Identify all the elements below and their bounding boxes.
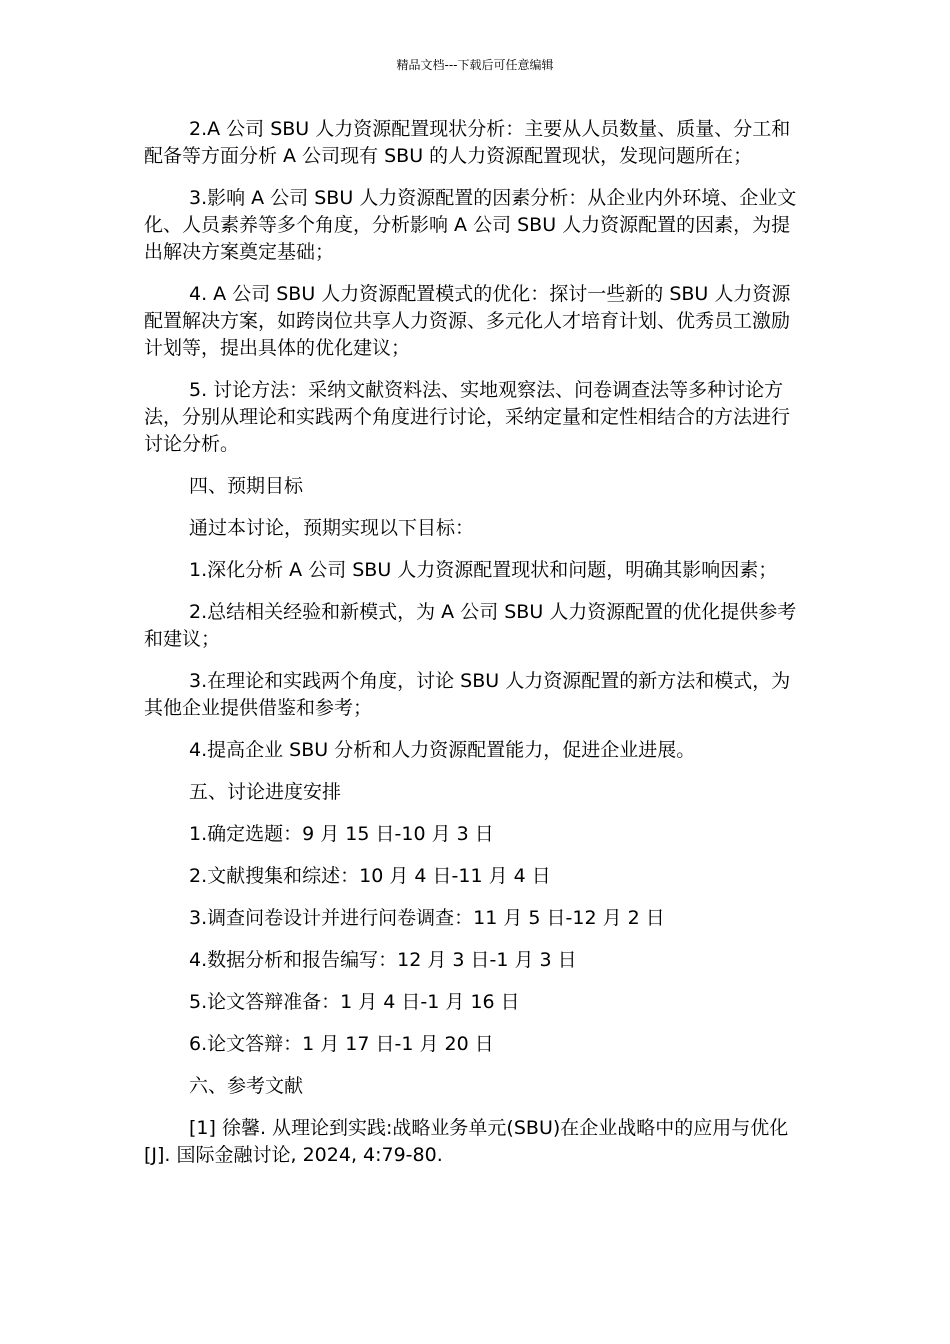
section-heading-schedule: 五、讨论进度安排 xyxy=(189,781,342,803)
goal-item-4: 4.提高企业 SBU 分析和人力资源配置能力，促进企业进展。 xyxy=(189,739,696,761)
paragraph-analysis-status: 2.A 公司 SBU 人力资源配置现状分析：主要从人员数量、质量、分工和配备等方面分析 A 公司现有 SBU 的人力资源配置现状，发现问题所在； xyxy=(144,118,791,167)
schedule-item-5: 5.论文答辩准备：1 月 4 日-1 月 16 日 xyxy=(189,991,520,1013)
schedule-item-3: 3.调查问卷设计并进行问卷调查：11 月 5 日-12 月 2 日 xyxy=(189,907,665,929)
page-header: 精品文档---下载后可任意编辑 xyxy=(396,58,554,72)
schedule-item-6: 6.论文答辩：1 月 17 日-1 月 20 日 xyxy=(189,1033,494,1055)
goal-item-1: 1.深化分析 A 公司 SBU 人力资源配置现状和问题，明确其影响因素； xyxy=(189,559,778,581)
paragraph-analysis-factors: 3.影响 A 公司 SBU 人力资源配置的因素分析：从企业内外环境、企业文化、人员素养等多个角度，分析影响 A 公司 SBU 人力资源配置的因素，为提出解决方案奠定基础； xyxy=(144,187,797,263)
section-heading-references: 六、参考文献 xyxy=(189,1075,304,1097)
paragraph-optimization: 4. A 公司 SBU 人力资源配置模式的优化：探讨一些新的 SBU 人力资源配置解决方案，如跨岗位共享人力资源、多元化人才培育计划、优秀员工激励计划等，提出具体的优化建议； xyxy=(144,283,791,359)
schedule-item-4: 4.数据分析和报告编写：12 月 3 日-1 月 3 日 xyxy=(189,949,577,971)
goal-item-3: 3.在理论和实践两个角度，讨论 SBU 人力资源配置的新方法和模式，为其他企业提供借鉴和参考； xyxy=(144,670,791,719)
section-heading-goals: 四、预期目标 xyxy=(189,475,304,497)
schedule-item-1: 1.确定选题：9 月 15 日-10 月 3 日 xyxy=(189,823,494,845)
schedule-item-2: 2.文献搜集和综述：10 月 4 日-11 月 4 日 xyxy=(189,865,551,887)
paragraph-methods: 5. 讨论方法：采纳文献资料法、实地观察法、问卷调查法等多种讨论方法，分别从理论和实践两个角度进行讨论，采纳定量和定性相结合的方法进行讨论分析。 xyxy=(144,379,791,455)
goal-item-2: 2.总结相关经验和新模式，为 A 公司 SBU 人力资源配置的优化提供参考和建议； xyxy=(144,601,797,650)
reference-item-1: [1] 徐馨. 从理论到实践:战略业务单元(SBU)在企业战略中的应用与优化[J]. 国际金融讨论, 2024, 4:79-80. xyxy=(144,1117,789,1166)
paragraph-goals-intro: 通过本讨论，预期实现以下目标： xyxy=(189,517,475,539)
document-body xyxy=(144,116,808,1184)
